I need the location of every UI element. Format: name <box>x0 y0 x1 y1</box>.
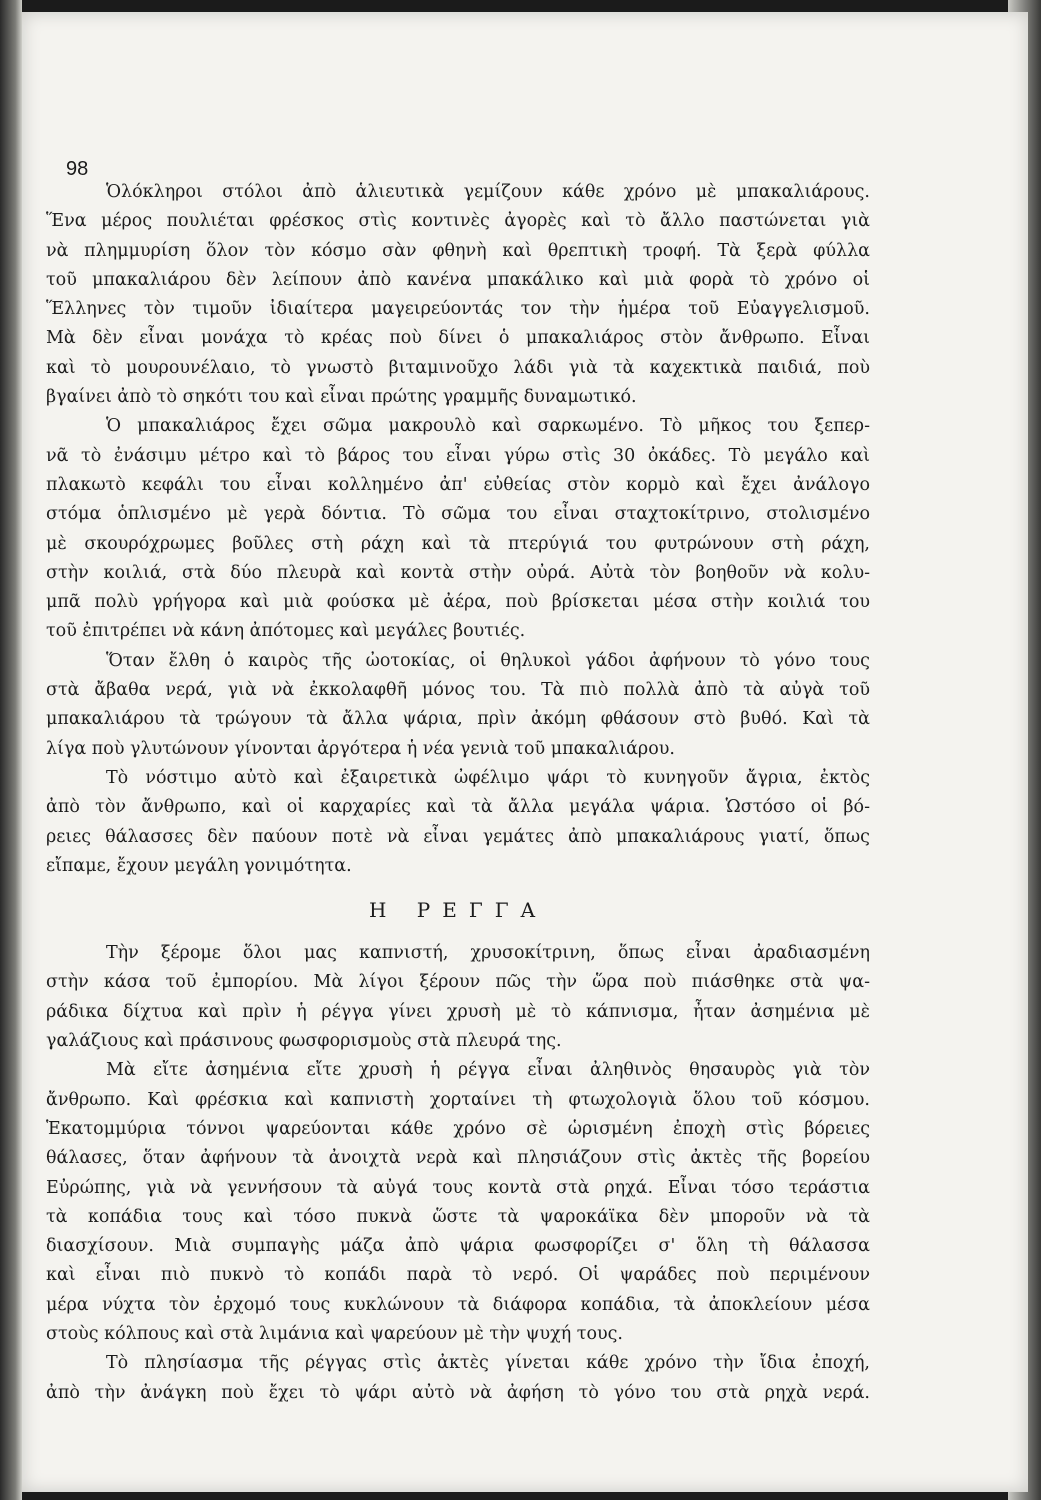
text-line: μπακαλιάρου τὰ τρώγουν τὰ ἄλλα ψάρια, πρὶν ἀκόμη φθάσουν στὸ βυθό. Καὶ τὰ <box>46 709 870 730</box>
text-line: ρειες θάλασσες δὲν παύουν ποτὲ νὰ εἶναι γεμάτες ἀπὸ μπακαλιάρους γιατί, ὅπως <box>46 826 870 847</box>
text-line: νᾶ τὸ ἐνάσιμυ μέτρο καὶ τὸ βάρος του εἶναι γύρω στὶς 30 ὀκάδες. Τὸ μεγάλο καὶ <box>46 445 870 466</box>
text-line: πλακωτὸ κεφάλι του εἶναι κολλημένο ἀπ' εὐθείας στὸν κορμὸ καὶ ἔχει ἀνάλογο <box>46 474 870 495</box>
text-line: τοῦ μπακαλιάρου δὲν λείπουν ἀπὸ κανένα μπακάλικο καὶ μιὰ φορὰ τὸ χρόνο οἱ <box>46 269 870 290</box>
text-line: ἀπὸ τὴν ἀνάγκη ποὺ ἔχει τὸ ψάρι αὐτὸ νὰ ἀφήση τὸ γόνο του στὰ ρηχὰ νερά. <box>46 1382 870 1403</box>
text-line: καὶ εἶναι πιὸ πυκνὸ τὸ κοπάδι παρὰ τὸ νερό. Οἱ ψαράδες ποὺ περιμένουν <box>46 1265 870 1286</box>
text-line: Εὐρώπης, γιὰ νὰ γεννήσουν τὰ αὐγά τους κοντὰ στὰ ρηχά. Εἶναι τόσο τεράστια <box>46 1177 870 1198</box>
text-line: μέρα νύχτα τὸν ἐρχομό τους κυκλώνουν τὰ διάφορα κοπάδια, τὰ ἀποκλείουν μέσα <box>46 1294 870 1315</box>
text-line: Ἑκατομμύρια τόννοι ψαρεύονται κάθε χρόνο σὲ ὡρισμένη ἐποχὴ στὶς βόρειες <box>46 1118 870 1139</box>
text-line: νὰ πλημμυρίση ὅλον τὸν κόσμο σὰν φθηνὴ καὶ θρεπτικὴ τροφή. Τὰ ξερὰ φύλλα <box>46 240 870 261</box>
text-line: στὴν κοιλιά, στὰ δύο πλευρὰ καὶ κοντὰ στὴν οὐρά. Αὐτὰ τὸν βοηθοῦν νὰ κολυ- <box>46 562 870 583</box>
text-line: βγαίνει ἀπὸ τὸ σηκότι του καὶ εἶναι πρώτης γραμμῆς δυναμωτικό. <box>46 387 637 408</box>
section-title: Η ΡΕΓΓΑ <box>368 898 548 923</box>
text-line: θάλασες, ὅταν ἀφήνουν τὰ ἀνοιχτὰ νερὰ καὶ πλησιάζουν στὶς ἀκτὲς τῆς βορείου <box>46 1148 870 1169</box>
text-line: μὲ σκουρόχρωμες βοῦλες στὴ ράχη καὶ τὰ πτερύγιά του φυτρώνουν στὴ ράχη, <box>46 533 870 554</box>
text-line: τοῦ ἐπιτρέπει νὰ κάνη ἀπότομες καὶ μεγάλες βουτιές. <box>46 621 526 642</box>
cod-section <box>46 178 870 881</box>
text-line: τὰ κοπάδια τους καὶ τόσο πυκνὰ ὥστε τὰ ψαροκάϊκα δὲν μποροῦν νὰ τὰ <box>46 1206 870 1227</box>
herring-section <box>46 939 870 1408</box>
text-line: στὴν κάσα τοῦ ἐμπορίου. Μὰ λίγοι ξέρουν πῶς τὴν ὥρα ποὺ πιάσθηκε στὰ ψα- <box>46 972 870 993</box>
text-line: Μὰ δὲν εἶναι μονάχα τὸ κρέας ποὺ δίνει ὁ μπακαλιάρος στὸν ἄνθρωπο. Εἶναι <box>46 328 870 349</box>
text-line: Ὁλόκληροι στόλοι ἀπὸ ἁλιευτικὰ γεμίζουν κάθε χρόνο μὲ μπακαλιάρους. <box>106 182 870 202</box>
text-line: Ἕνα μέρος πουλιέται φρέσκος στὶς κοντινὲς ἀγορὲς καὶ τὸ ἄλλο παστώνεται γιὰ <box>46 211 870 232</box>
binding-edge <box>0 0 22 1500</box>
text-line: ράδικα δίχτυα καὶ πρὶν ἡ ρέγγα γίνει χρυσὴ μὲ τὸ κάπνισμα, ἦταν ἀσημένια μὲ <box>46 1001 870 1022</box>
text-line: Ὅταν ἔλθη ὁ καιρὸς τῆς ὠοτοκίας, οἱ θηλυκοὶ γάδοι ἀφήνουν τὸ γόνο τους <box>106 650 870 671</box>
text-line: Ἕλληνες τὸν τιμοῦν ἰδιαίτερα μαγειρεύοντάς τον τὴν ἡμέρα τοῦ Εὐαγγελισμοῦ. <box>46 299 870 320</box>
text-line: Μὰ εἴτε ἀσημένια εἴτε χρυσὴ ἡ ρέγγα εἶναι ἀληθινὸς θησαυρὸς γιὰ τὸν <box>106 1060 870 1081</box>
text-line: λίγα ποὺ γλυτώνουν γίνονται ἀργότερα ἡ νέα γενιὰ τοῦ μπακαλιάρου. <box>46 738 675 759</box>
text-line: εἴπαμε, ἔχουν μεγάλη γονιμότητα. <box>46 855 352 876</box>
text-line: καὶ τὸ μουρουνέλαιο, τὸ γνωστὸ βιταμινοῦχο λάδι γιὰ τὰ καχεκτικὰ παιδιά, ποὺ <box>46 357 870 378</box>
text-line: Τὸ νόστιμο αὐτὸ καὶ ἐξαιρετικὰ ὠφέλιμο ψάρι τὸ κυνηγοῦν ἄγρια, ἐκτὸς <box>106 767 870 788</box>
text-line: μπᾶ πολὺ γρήγορα καὶ μιὰ φούσκα μὲ ἀέρα, ποὺ βρίσκεται μέσα στὴν κοιλιά του <box>46 592 870 613</box>
text-line: γαλάζιους καὶ πράσινους φωσφορισμοὺς στὰ πλευρά της. <box>46 1031 562 1052</box>
text-line: ἀπὸ τὸν ἄνθρωπο, καὶ οἱ καρχαρίες καὶ τὰ ἄλλα μεγάλα ψάρια. Ὡστόσο οἱ βό- <box>46 797 870 818</box>
text-line: Τὸ πλησίασμα τῆς ρέγγας στὶς ἀκτὲς γίνεται κάθε χρόνο τὴν ἴδια ἐποχή, <box>106 1353 870 1374</box>
text-line: στοὺς κόλπους καὶ στὰ λιμάνια καὶ ψαρεύουν μὲ τὴν ψυχή τους. <box>46 1323 623 1344</box>
text-line: ἄνθρωπο. Καὶ φρέσκια καὶ καπνιστὴ χορταίνει τὴ φτωχολογιὰ ὅλου τοῦ κόσμου. <box>46 1089 870 1110</box>
text-line: Τὴν ξέρομε ὅλοι μας καπνιστή, χρυσοκίτρινη, ὅπως εἶναι ἀραδιασμένη <box>106 943 870 964</box>
text-line: στόμα ὁπλισμένο μὲ γερὰ δόντια. Τὸ σῶμα του εἶναι σταχτοκίτρινο, στολισμένο <box>46 504 870 525</box>
text-line: στὰ ἄβαθα νερά, γιὰ νὰ ἐκκολαφθῆ μόνος του. Τὰ πιὸ πολλὰ ἀπὸ τὰ αὐγὰ τοῦ <box>46 680 870 701</box>
page-number: 98 <box>66 158 89 180</box>
text-line: Ὁ μπακαλιάρος ἔχει σῶμα μακρουλὸ καὶ σαρκωμένο. Τὸ μῆκος του ξεπερ- <box>106 416 870 437</box>
text-line: διασχίσουν. Μιὰ συμπαγὴς μάζα ἀπὸ ψάρια φωσφορίζει σ' ὅλη τὴ θάλασσα <box>46 1236 870 1257</box>
body-text <box>46 178 870 1408</box>
